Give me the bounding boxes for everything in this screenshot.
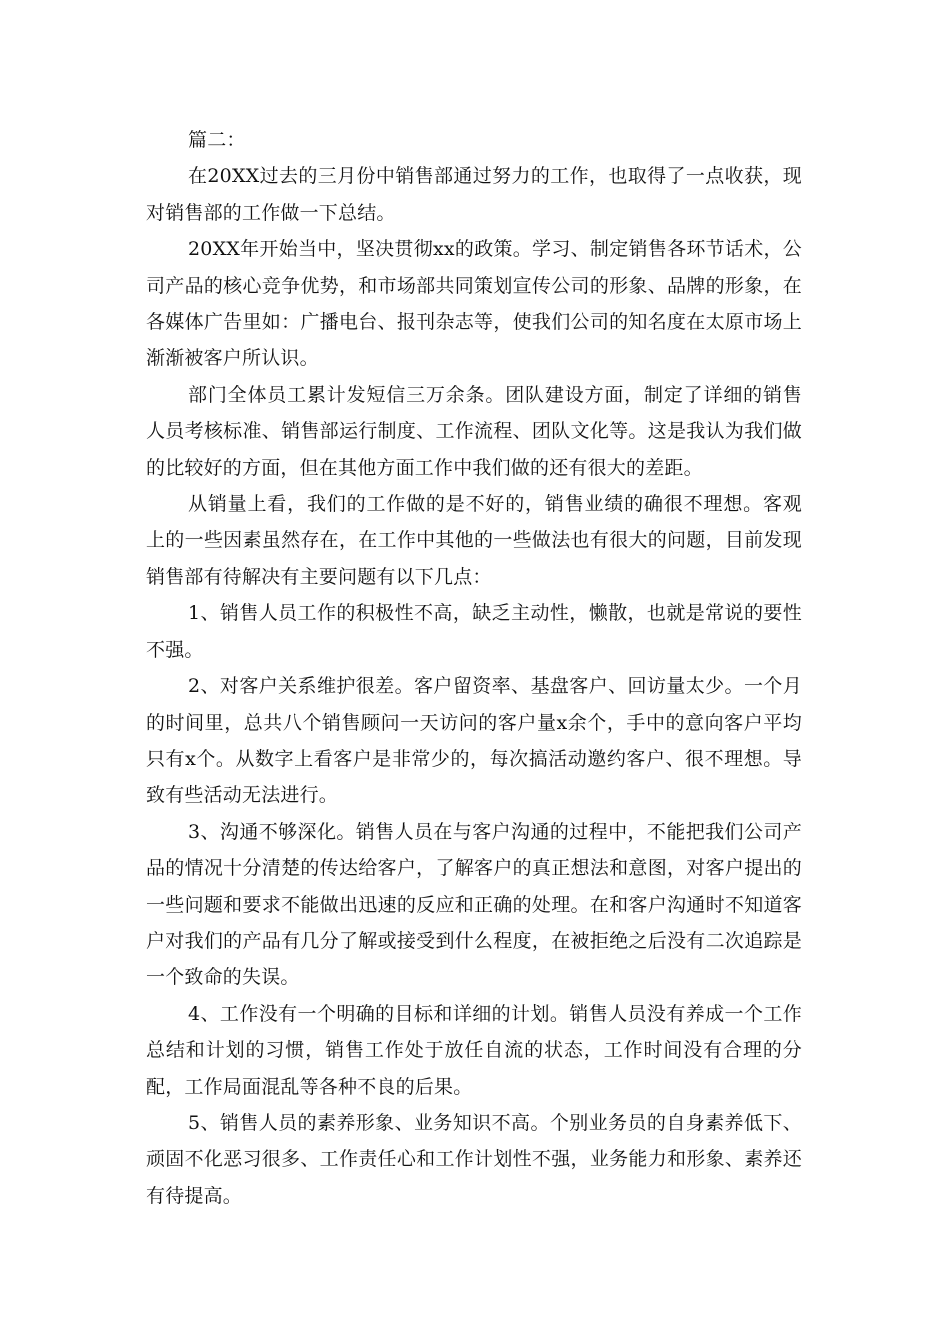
paragraph-sales-volume: 从销量上看，我们的工作做的是不好的，销售业绩的确很不理想。客观上的一些因素虽然存在，在工作中其他的一些做法也有很大的问题，目前发现销售部有待解决有主要问题有以下几点： — [146, 493, 802, 588]
section-heading: 篇二： — [188, 129, 246, 151]
paragraph-policy: 20XX年开始当中，坚决贯彻xx的政策。学习、制定销售各环节话术，公司产品的核心竞争优势，和市场部共同策划宣传公司的形象、品牌的形象，在各媒体广告里如：广播电台、报刊杂志等，使我们公司的知名度在太原市场上渐渐被客户所认识。 — [146, 238, 802, 370]
paragraph-issue-3: 3、沟通不够深化。销售人员在与客户沟通的过程中，不能把我们公司产品的情况十分清楚的传达给客户，了解客户的真正想法和意图，对客户提出的一些问题和要求不能做出迅速的反应和正确的处理。在和客户沟通时不知道客户对我们的产品有几分了解或接受到什么程度，在被拒绝之后没有二次追踪是一个致命的失误。 — [146, 820, 802, 989]
paragraph-team: 部门全体员工累计发短信三万余条。团队建设方面，制定了详细的销售人员考核标准、销售部运行制度、工作流程、团队文化等。这是我认为我们做的比较好的方面，但在其他方面工作中我们做的还有很大的差距。 — [146, 383, 802, 479]
paragraph-issue-2: 2、对客户关系维护很差。客户留资率、基盘客户、回访量太少。一个月的时间里，总共八个销售顾问一天访问的客户量x余个，手中的意向客户平均只有x个。从数字上看客户是非常少的，每次搞活动邀约客户、很不理想。导致有些活动无法进行。 — [146, 675, 802, 807]
paragraph-intro: 在20XX过去的三月份中销售部通过努力的工作，也取得了一点收获，现对销售部的工作做一下总结。 — [146, 165, 802, 224]
paragraph-issue-1: 1、销售人员工作的积极性不高，缺乏主动性，懒散，也就是常说的要性不强。 — [146, 602, 802, 661]
paragraph-issue-4: 4、工作没有一个明确的目标和详细的计划。销售人员没有养成一个工作总结和计划的习惯，销售工作处于放任自流的状态，工作时间没有合理的分配，工作局面混乱等各种不良的后果。 — [146, 1002, 802, 1098]
document-body — [146, 122, 802, 1214]
paragraph-issue-5: 5、销售人员的素养形象、业务知识不高。个别业务员的自身素养低下、顽固不化恶习很多、工作责任心和工作计划性不强，业务能力和形象、素养还有待提高。 — [146, 1111, 802, 1207]
